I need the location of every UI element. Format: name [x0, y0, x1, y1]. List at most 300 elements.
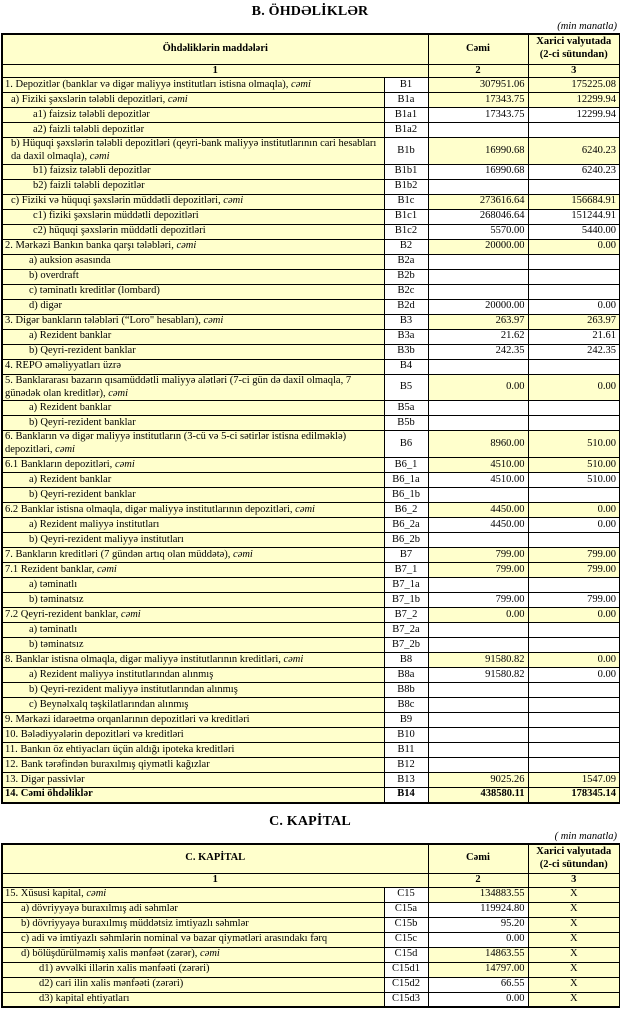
row-code: B1c2 — [384, 224, 428, 239]
row-total-value: 16990.68 — [428, 164, 528, 179]
row-foreign-currency-value — [528, 728, 620, 743]
row-foreign-currency-value: 1547.09 — [528, 773, 620, 788]
row-total-value: 119924.80 — [428, 902, 528, 917]
row-total-value — [428, 728, 528, 743]
row-label-cell — [2, 254, 384, 269]
row-foreign-currency-value: X — [528, 977, 620, 992]
row-code: B6_2 — [384, 503, 428, 518]
table-row — [2, 743, 620, 758]
row-label-cell — [2, 668, 384, 683]
row-total-value — [428, 683, 528, 698]
table-row — [2, 401, 620, 416]
row-label-cell — [2, 329, 384, 344]
row-foreign-currency-value — [528, 698, 620, 713]
row-total-value: 307951.06 — [428, 78, 528, 93]
table-row — [2, 638, 620, 653]
row-code: B8b — [384, 683, 428, 698]
row-label-cell — [2, 123, 384, 138]
row-label-cell — [2, 164, 384, 179]
row-label-cell — [2, 992, 384, 1007]
row-foreign-currency-value: 799.00 — [528, 593, 620, 608]
row-foreign-currency-value — [528, 683, 620, 698]
row-code: B7_2b — [384, 638, 428, 653]
table-row — [2, 887, 620, 902]
row-total-value — [428, 123, 528, 138]
table-row — [2, 548, 620, 563]
row-foreign-currency-value: 263.97 — [528, 314, 620, 329]
row-code: B1c1 — [384, 209, 428, 224]
row-total-value — [428, 269, 528, 284]
table-row — [2, 329, 620, 344]
row-label: b) dövriyyəyə buraxılmış müddətsiz imtiyazlı səhmlər — [21, 918, 249, 930]
row-label-cell — [2, 947, 384, 962]
row-label-cell — [2, 458, 384, 473]
row-foreign-currency-value: X — [528, 887, 620, 902]
row-foreign-currency-value: X — [528, 947, 620, 962]
row-foreign-currency-value: X — [528, 902, 620, 917]
row-label: c) Fiziki və hüquqi şəxslərin müddətli depozitləri, — [11, 195, 224, 207]
capital-total-header: Cəmi — [428, 844, 528, 874]
row-foreign-currency-value: X — [528, 932, 620, 947]
row-code: B13 — [384, 773, 428, 788]
row-label: b) Qeyri-rezident banklar — [29, 417, 136, 429]
row-label-cell — [2, 344, 384, 359]
table-row — [2, 138, 620, 165]
row-label-cell — [2, 314, 384, 329]
row-total-value: 438580.11 — [428, 788, 528, 803]
row-code: C15d2 — [384, 977, 428, 992]
row-label: c) adi və imtiyazlı səhmlərin nominal və bazar qiymətləri arasındakı fərq — [21, 933, 328, 945]
table-row — [2, 224, 620, 239]
row-total-value: 17343.75 — [428, 108, 528, 123]
row-label-italic-suffix: cəmi — [167, 93, 188, 105]
col-number-2: 2 — [428, 874, 528, 888]
table-row — [2, 698, 620, 713]
table-row — [2, 299, 620, 314]
row-label-italic-suffix: cəmi — [108, 387, 129, 399]
row-total-value — [428, 578, 528, 593]
row-total-value: 4450.00 — [428, 518, 528, 533]
row-code: B6_1a — [384, 473, 428, 488]
table-row — [2, 314, 620, 329]
row-label-cell — [2, 887, 384, 902]
row-code: B12 — [384, 758, 428, 773]
row-foreign-currency-value: 510.00 — [528, 458, 620, 473]
row-label: b1) faizsiz tələbli depozitlər — [33, 165, 151, 177]
row-foreign-currency-value — [528, 638, 620, 653]
row-code: B1b2 — [384, 179, 428, 194]
row-label-cell — [2, 138, 384, 165]
row-code: B2a — [384, 254, 428, 269]
row-total-value: 242.35 — [428, 344, 528, 359]
row-foreign-currency-value: X — [528, 992, 620, 1007]
row-label-cell — [2, 962, 384, 977]
row-total-value: 0.00 — [428, 608, 528, 623]
row-label-cell — [2, 773, 384, 788]
row-foreign-currency-value: 0.00 — [528, 608, 620, 623]
row-label-cell — [2, 608, 384, 623]
row-code: C15 — [384, 887, 428, 902]
row-label-cell — [2, 416, 384, 431]
table-row — [2, 344, 620, 359]
row-label: b) Qeyri-rezident maliyyə institutları — [29, 533, 184, 545]
row-label-cell — [2, 758, 384, 773]
row-code: B4 — [384, 359, 428, 374]
row-label-italic-suffix: cəmi — [291, 78, 311, 90]
row-foreign-currency-value — [528, 578, 620, 593]
row-foreign-currency-value: 12299.94 — [528, 108, 620, 123]
table-row — [2, 123, 620, 138]
row-label-cell — [2, 977, 384, 992]
table-row — [2, 902, 620, 917]
row-label-cell — [2, 179, 384, 194]
liabilities-foreign-header: Xarici valyutada (2-ci sütundan) — [528, 34, 620, 64]
row-label-italic-suffix: cəmi — [176, 240, 197, 252]
row-total-value — [428, 179, 528, 194]
row-foreign-currency-value: 178345.14 — [528, 788, 620, 803]
row-code: B5b — [384, 416, 428, 431]
row-label-cell — [2, 503, 384, 518]
row-total-value — [428, 533, 528, 548]
table-row — [2, 593, 620, 608]
capital-table — [1, 843, 620, 1009]
row-label-cell — [2, 269, 384, 284]
table-row — [2, 917, 620, 932]
table-row — [2, 668, 620, 683]
row-code: B8c — [384, 698, 428, 713]
row-foreign-currency-value: 510.00 — [528, 473, 620, 488]
row-label: 11. Bankın öz ehtiyacları üçün aldığı ipoteka kreditləri — [5, 743, 235, 755]
row-code: B6_1b — [384, 488, 428, 503]
row-code: C15b — [384, 917, 428, 932]
row-label-cell — [2, 239, 384, 254]
row-foreign-currency-value: 0.00 — [528, 299, 620, 314]
row-label-cell — [2, 473, 384, 488]
row-label-cell — [2, 78, 384, 93]
col-number-1: 1 — [2, 64, 428, 78]
row-label: 15. Xüsusi kapital, — [5, 888, 87, 900]
row-label: 3. Digər bankların tələbləri (“Loro" hesabları), — [5, 315, 204, 327]
liabilities-total-header: Cəmi — [428, 34, 528, 64]
table-row — [2, 758, 620, 773]
row-code: B1 — [384, 78, 428, 93]
row-foreign-currency-value — [528, 254, 620, 269]
row-foreign-currency-value: 21.61 — [528, 329, 620, 344]
row-label-italic-suffix: cəmi — [114, 458, 135, 470]
col-number-3: 3 — [528, 64, 620, 78]
liabilities-items-header: Öhdəliklərin maddələri — [2, 34, 428, 64]
row-total-value: 0.00 — [428, 374, 528, 401]
row-code: C15d1 — [384, 962, 428, 977]
table-row — [2, 78, 620, 93]
row-label: d) bölüşdürülməmiş xalis mənfəət (zərər), — [21, 948, 201, 960]
row-foreign-currency-value — [528, 359, 620, 374]
row-label: a) Rezident maliyyə institutları — [29, 518, 160, 530]
row-total-value: 273616.64 — [428, 194, 528, 209]
table-row — [2, 578, 620, 593]
table-row — [2, 416, 620, 431]
row-code: B7_1a — [384, 578, 428, 593]
table-row — [2, 503, 620, 518]
row-code: B6_1 — [384, 458, 428, 473]
section-b-unit-note: (min manatla) — [557, 21, 617, 32]
row-label: d) digər — [29, 300, 62, 312]
row-label-cell — [2, 788, 384, 803]
row-label: b) Qeyri-rezident banklar — [29, 345, 136, 357]
row-foreign-currency-value: X — [528, 917, 620, 932]
row-label: d1) əvvəlki illərin xalis mənfəəti (zərəri) — [39, 963, 210, 975]
row-code: B7_1 — [384, 563, 428, 578]
row-total-value — [428, 284, 528, 299]
row-total-value: 66.55 — [428, 977, 528, 992]
row-total-value: 4510.00 — [428, 458, 528, 473]
row-code: B6_2b — [384, 533, 428, 548]
row-foreign-currency-value — [528, 123, 620, 138]
row-label-cell — [2, 108, 384, 123]
row-total-value: 16990.68 — [428, 138, 528, 165]
row-label-cell — [2, 548, 384, 563]
row-label: a) təminatlı — [29, 623, 78, 635]
table-row — [2, 773, 620, 788]
table-row — [2, 458, 620, 473]
row-total-value: 799.00 — [428, 548, 528, 563]
table-row — [2, 563, 620, 578]
row-foreign-currency-value — [528, 284, 620, 299]
row-label-cell — [2, 518, 384, 533]
table-row — [2, 431, 620, 458]
row-total-value: 799.00 — [428, 563, 528, 578]
row-total-value: 8960.00 — [428, 431, 528, 458]
row-label-cell — [2, 578, 384, 593]
row-total-value — [428, 401, 528, 416]
row-label: 1. Depozitlər (banklar və digər maliyyə institutları istisna olmaqla), — [5, 78, 292, 90]
row-label: 14. Cəmi öhdəliklər — [5, 788, 93, 800]
row-label-cell — [2, 698, 384, 713]
row-total-value — [428, 743, 528, 758]
row-code: B2c — [384, 284, 428, 299]
row-total-value: 91580.82 — [428, 653, 528, 668]
row-label: a1) faizsiz tələbli depozitlər — [33, 108, 150, 120]
row-code: B3a — [384, 329, 428, 344]
row-code: B7_1b — [384, 593, 428, 608]
row-label: 2. Mərkəzi Bankın banka qarşı tələbləri, — [5, 240, 177, 252]
row-code: B6_2a — [384, 518, 428, 533]
row-label-cell — [2, 728, 384, 743]
table-row — [2, 713, 620, 728]
row-code: C15c — [384, 932, 428, 947]
row-foreign-currency-value: 6240.23 — [528, 164, 620, 179]
row-label: 12. Bank tərəfindən buraxılmış qiymətli kağızlar — [5, 758, 210, 770]
row-code: B9 — [384, 713, 428, 728]
table-row — [2, 284, 620, 299]
row-code: B1a — [384, 93, 428, 108]
row-label: a) təminatlı — [29, 578, 78, 590]
row-label-italic-suffix: cəmi — [120, 608, 141, 620]
row-foreign-currency-value: 799.00 — [528, 563, 620, 578]
table-row — [2, 533, 620, 548]
col-number-1: 1 — [2, 874, 428, 888]
row-label-cell — [2, 299, 384, 314]
row-label: b) Hüquqi şəxslərin tələbli depozitləri (qeyri-bank maliyyə institutlarının cari hesabları da daxil olmaqla), — [11, 138, 377, 163]
table-row — [2, 932, 620, 947]
row-label: c2) hüquqi şəxslərin müddətli depozitləri — [33, 225, 206, 237]
row-label: c) Beynəlxalq təşkilatlarından alınmış — [29, 698, 189, 710]
row-label-italic-suffix: cəmi — [97, 563, 117, 575]
capital-items-header: C. KAPİTAL — [2, 844, 428, 874]
row-foreign-currency-value — [528, 743, 620, 758]
liabilities-table — [1, 33, 620, 804]
row-label-cell — [2, 593, 384, 608]
row-foreign-currency-value: 799.00 — [528, 548, 620, 563]
row-foreign-currency-value — [528, 269, 620, 284]
row-label: d3) kapital ehtiyatları — [39, 993, 130, 1005]
row-label: a) Rezident banklar — [29, 473, 112, 485]
table-row — [2, 788, 620, 803]
table-row — [2, 179, 620, 194]
row-total-value — [428, 758, 528, 773]
table-row — [2, 269, 620, 284]
row-code: B10 — [384, 728, 428, 743]
row-code: C15d3 — [384, 992, 428, 1007]
liabilities-table-body — [2, 78, 620, 803]
row-label-italic-suffix: cəmi — [295, 503, 315, 515]
table-row — [2, 653, 620, 668]
row-label-cell — [2, 902, 384, 917]
section-b-title: B. ÖHDƏLİKLƏR — [251, 4, 369, 19]
row-label: a) Rezident maliyyə institutlarından alınmış — [29, 668, 214, 680]
row-total-value: 4510.00 — [428, 473, 528, 488]
row-code: B1b — [384, 138, 428, 165]
table-row — [2, 683, 620, 698]
row-foreign-currency-value — [528, 179, 620, 194]
section-c-unit-note: ( min manatla) — [554, 830, 617, 842]
row-label-cell — [2, 653, 384, 668]
row-label-cell — [2, 623, 384, 638]
row-label-cell — [2, 533, 384, 548]
row-total-value: 0.00 — [428, 932, 528, 947]
row-total-value — [428, 254, 528, 269]
row-code: C15a — [384, 902, 428, 917]
row-label: a) auksion əsasında — [29, 255, 111, 267]
table-row — [2, 977, 620, 992]
row-foreign-currency-value — [528, 416, 620, 431]
row-label-italic-suffix: cəmi — [283, 653, 304, 665]
row-label: 10. Bələdiyyələrin depozitləri və kreditləri — [5, 728, 184, 740]
row-total-value — [428, 698, 528, 713]
row-label: 7. Bankların kreditləri (7 gündən artıq olan müddətə), — [5, 548, 234, 560]
row-total-value — [428, 359, 528, 374]
row-label: a) Rezident banklar — [29, 330, 112, 342]
row-label: b) Qeyri-rezident maliyyə institutlarından alınmış — [29, 683, 238, 695]
row-foreign-currency-value: 12299.94 — [528, 93, 620, 108]
row-label: b) overdraft — [29, 270, 79, 282]
row-code: C15d — [384, 947, 428, 962]
row-total-value: 5570.00 — [428, 224, 528, 239]
row-code: B2 — [384, 239, 428, 254]
row-code: B14 — [384, 788, 428, 803]
row-label-cell — [2, 374, 384, 401]
row-total-value: 20000.00 — [428, 299, 528, 314]
row-total-value — [428, 623, 528, 638]
row-label-cell — [2, 743, 384, 758]
row-code: B2d — [384, 299, 428, 314]
table-row — [2, 359, 620, 374]
table-row — [2, 608, 620, 623]
row-label-cell — [2, 638, 384, 653]
row-label-cell — [2, 488, 384, 503]
row-code: B1a2 — [384, 123, 428, 138]
row-code: B1b1 — [384, 164, 428, 179]
row-total-value: 268046.64 — [428, 209, 528, 224]
row-label: b2) faizli tələbli depozitlər — [33, 180, 145, 192]
row-foreign-currency-value — [528, 401, 620, 416]
row-code: B2b — [384, 269, 428, 284]
row-foreign-currency-value — [528, 623, 620, 638]
row-code: B1c — [384, 194, 428, 209]
row-code: B8a — [384, 668, 428, 683]
capital-table-body — [2, 887, 620, 1007]
capital-foreign-header: Xarici valyutada (2-ci sütundan) — [528, 844, 620, 874]
row-foreign-currency-value: 6240.23 — [528, 138, 620, 165]
row-total-value: 20000.00 — [428, 239, 528, 254]
table-row — [2, 374, 620, 401]
row-total-value: 9025.26 — [428, 773, 528, 788]
table-row — [2, 209, 620, 224]
row-foreign-currency-value: 0.00 — [528, 503, 620, 518]
row-label: 9. Mərkəzi idarəetmə orqanlarının depozitləri və kreditləri — [5, 713, 250, 725]
row-label-cell — [2, 431, 384, 458]
row-label-italic-suffix: cəmi — [89, 151, 110, 163]
row-foreign-currency-value — [528, 713, 620, 728]
row-code: B5 — [384, 374, 428, 401]
table-row — [2, 488, 620, 503]
row-total-value: 263.97 — [428, 314, 528, 329]
row-foreign-currency-value: 156684.91 — [528, 194, 620, 209]
row-total-value: 4450.00 — [428, 503, 528, 518]
row-total-value: 799.00 — [428, 593, 528, 608]
table-row — [2, 518, 620, 533]
row-foreign-currency-value — [528, 533, 620, 548]
row-label-cell — [2, 224, 384, 239]
row-total-value: 14797.00 — [428, 962, 528, 977]
row-label-italic-suffix: cəmi — [86, 888, 107, 900]
row-label: b) Qeyri-rezident banklar — [29, 488, 136, 500]
table-row — [2, 93, 620, 108]
row-label: b) təminatsız — [29, 593, 84, 605]
row-total-value — [428, 713, 528, 728]
table-row — [2, 239, 620, 254]
table-row — [2, 962, 620, 977]
col-number-3: 3 — [528, 874, 620, 888]
row-foreign-currency-value — [528, 758, 620, 773]
row-foreign-currency-value: 0.00 — [528, 668, 620, 683]
row-label: 8. Banklar istisna olmaqla, digər maliyyə institutlarının kreditləri, — [5, 653, 284, 665]
row-code: B7_2 — [384, 608, 428, 623]
col-number-2: 2 — [428, 64, 528, 78]
table-row — [2, 108, 620, 123]
row-label-italic-suffix: cəmi — [203, 315, 224, 327]
row-foreign-currency-value: 0.00 — [528, 374, 620, 401]
row-label-italic-suffix: cəmi — [200, 948, 220, 960]
row-label: 13. Digər passivlər — [5, 773, 85, 785]
row-total-value: 14863.55 — [428, 947, 528, 962]
row-foreign-currency-value: 0.00 — [528, 239, 620, 254]
row-total-value: 17343.75 — [428, 93, 528, 108]
row-label-cell — [2, 563, 384, 578]
row-label-cell — [2, 209, 384, 224]
row-total-value: 134883.55 — [428, 887, 528, 902]
row-label: a2) faizli tələbli depozitlər — [33, 123, 145, 135]
